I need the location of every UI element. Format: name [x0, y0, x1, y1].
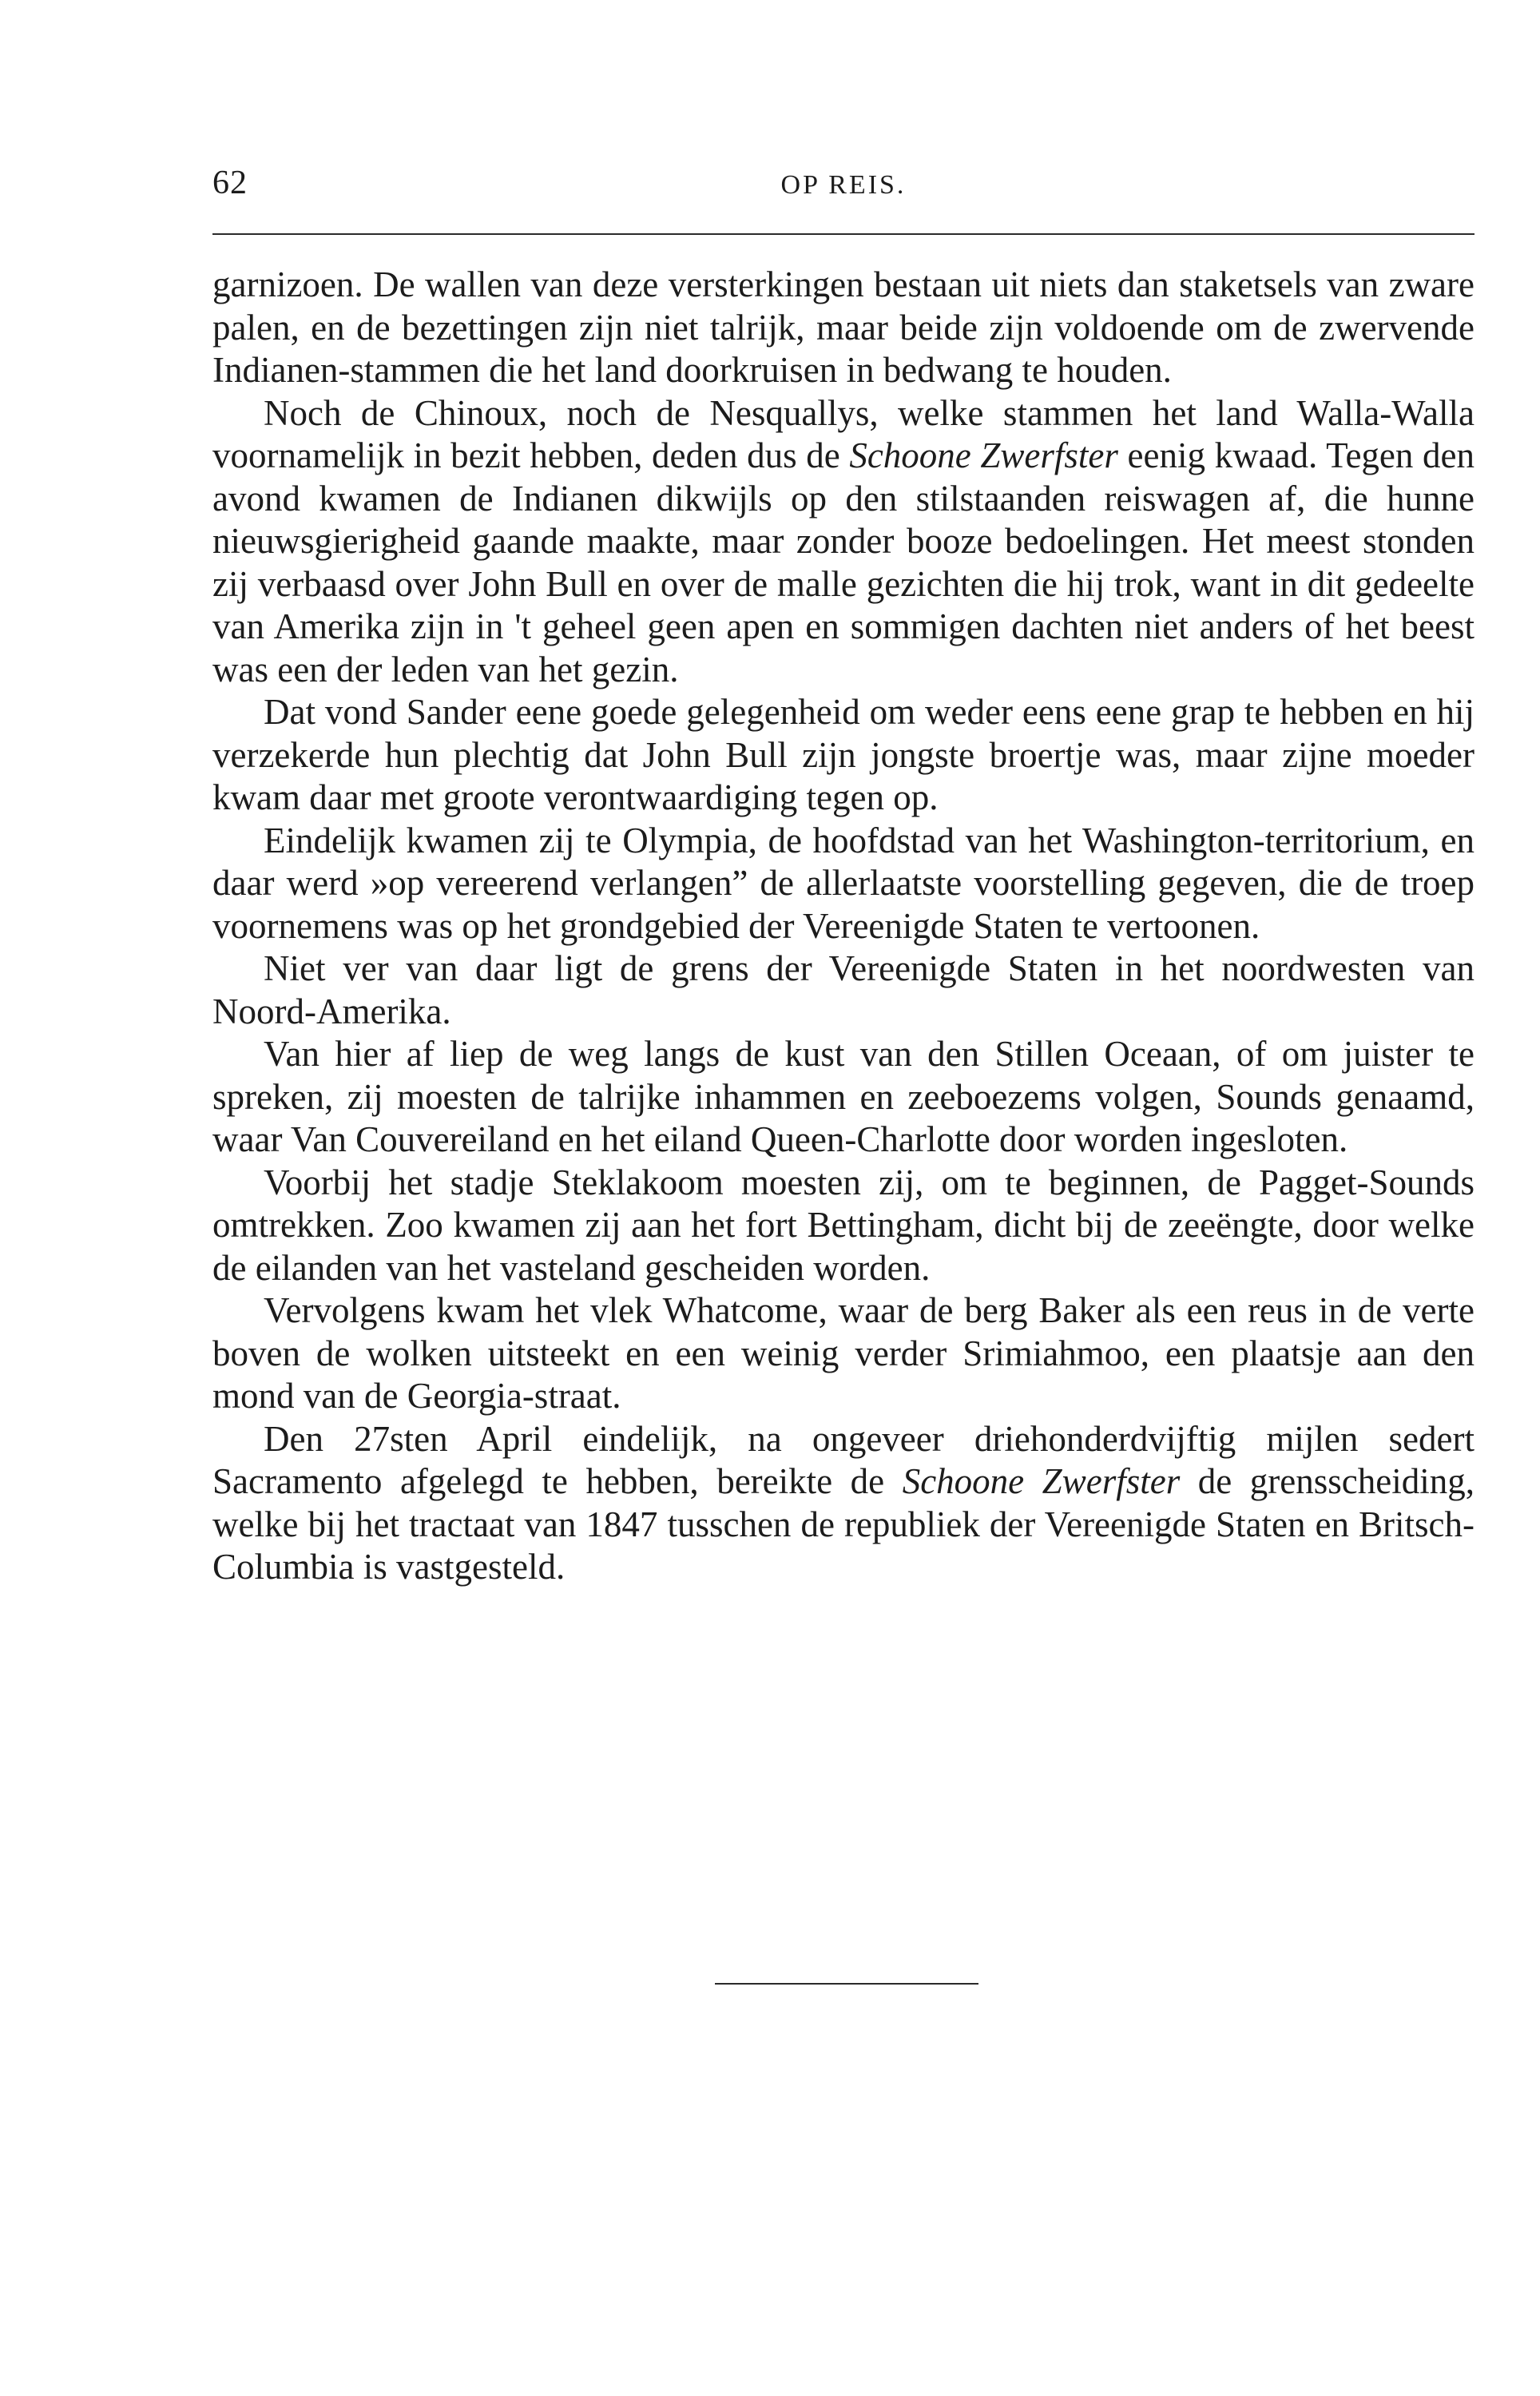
- paragraph: [212, 820, 1475, 948]
- paragraph-text: Noch de Chinoux, noch de Nesquallys, welke stammen het land Walla-Walla voornamelijk in bezit hebben, deden dus de: [212, 392, 1475, 475]
- paragraph: [212, 691, 1475, 820]
- paragraph-text: de grensscheiding, welke bij het tractaat van 1847 tusschen de republiek der Vereenigde Staten en Britsch-Columbia is vastgesteld.: [212, 1461, 1475, 1587]
- page-number: 62: [212, 165, 248, 201]
- paragraph: [212, 1418, 1475, 1589]
- italic-title: Schoone Zwerfster: [902, 1461, 1181, 1501]
- page-header: [212, 164, 1475, 212]
- paragraph: [212, 1033, 1475, 1162]
- paragraph-text: eenig kwaad. Tegen den avond kwamen de Indianen dikwijls op den stilstaanden reiswagen af, die hunne nieuwsgierigheid gaande maakte, maar zonder booze bedoelingen. Het meest stonden zij verbaasd over John Bull en over de malle gezichten die hij trok, want in dit gedeelte van Amerika zijn in 't geheel geen apen en sommigen dachten niet anders of het beest was een der leden van het gezin.: [212, 435, 1475, 689]
- paragraph: [212, 392, 1475, 692]
- italic-title: Schoone Zwerfster: [849, 435, 1118, 475]
- paragraph-text: garnizoen. De wallen van deze versterkingen bestaan uit niets dan staketsels van zware palen, en de bezettingen zijn niet talrijk, maar beide zijn voldoende om de zwervende Indianen-stammen die het land doorkruisen in bedwang te houden.: [212, 264, 1475, 390]
- paragraph-text: Voorbij het stadje Steklakoom moesten zij, om te beginnen, de Pagget-Sounds omtrekken. Zoo kwamen zij aan het fort Bettingham, dicht bij de zeeëngte, door welke de eilanden van het vasteland gescheiden worden.: [212, 1162, 1475, 1288]
- paragraph-text: Den 27sten April eindelijk, na ongeveer driehonderdvijftig mijlen sedert Sacramento afgelegd te hebben, bereikte de: [212, 1418, 1475, 1501]
- header-rule: [212, 233, 1475, 235]
- running-title: OP REIS.: [780, 170, 907, 200]
- paragraph-text: Eindelijk kwamen zij te Olympia, de hoofdstad van het Washington-territorium, en daar werd »op vereerend verlangen” de allerlaatste voorstelling gegeven, die de troep voornemens was op het grondgebied der Vereenigde Staten te vertoonen.: [212, 820, 1475, 946]
- paragraph-text: Van hier af liep de weg langs de kust van den Stillen Oceaan, of om juister te spreken, zij moesten de talrijke inhammen en zeeboezems volgen, Sounds genaamd, waar Van Couvereiland en het eiland Queen-Charlotte door worden ingesloten.: [212, 1034, 1475, 1159]
- paragraph-text: Dat vond Sander eene goede gelegenheid om weder eens eene grap te hebben en hij verzekerde hun plechtig dat John Bull zijn jongste broertje was, maar zijne moeder kwam daar met groote verontwaardiging tegen op.: [212, 692, 1475, 817]
- body-text: [212, 264, 1475, 1589]
- paragraph: [212, 264, 1475, 392]
- paragraph-text: Niet ver van daar ligt de grens der Vereenigde Staten in het noordwesten van Noord-Amerika.: [212, 948, 1475, 1031]
- paragraph: [212, 1289, 1475, 1418]
- paragraph: [212, 1162, 1475, 1290]
- paragraph: [212, 948, 1475, 1033]
- end-rule: [715, 1983, 978, 1985]
- paragraph-text: Vervolgens kwam het vlek Whatcome, waar de berg Baker als een reus in de verte boven de wolken uitsteekt en een weinig verder Srimiahmoo, een plaatsje aan den mond van de Georgia-straat.: [212, 1290, 1475, 1416]
